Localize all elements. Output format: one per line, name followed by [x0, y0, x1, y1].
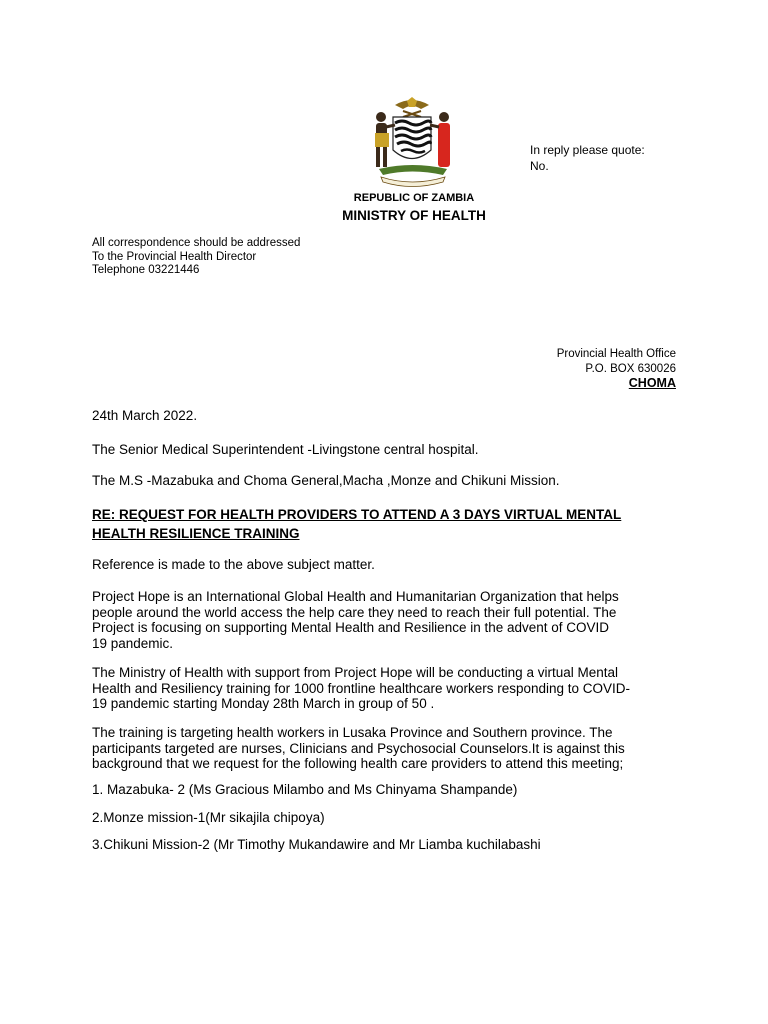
letter-date: 24th March 2022.	[92, 408, 198, 423]
paragraph-line: background that we request for the following health care providers to attend this meeting;	[92, 756, 624, 771]
list-item: 1. Mazabuka- 2 (Ms Gracious Milambo and Ms Chinyama Shampande)	[92, 782, 518, 797]
list-item: 2.Monze mission-1(Mr sikajila chipoya)	[92, 810, 325, 825]
paragraph-target	[92, 725, 678, 772]
coat-of-arms-icon	[355, 95, 470, 187]
correspondence-line: All correspondence should be addressed	[92, 237, 301, 249]
paragraph-line: 19 pandemic starting Monday 28th March in group of 50 .	[92, 696, 435, 711]
subject-line: RE: REQUEST FOR HEALTH PROVIDERS TO ATTEND A 3 DAYS VIRTUAL MENTAL	[92, 507, 622, 522]
subject-line: HEALTH RESILIENCE TRAINING	[92, 526, 300, 541]
paragraph-training	[92, 665, 678, 712]
recipient-line: The M.S -Mazabuka and Choma General,Macha ,Monze and Chikuni Mission.	[92, 473, 560, 488]
paragraph-line: people around the world access the help care they need to reach their full potential. The	[92, 604, 617, 620]
paragraph-line: Project is focusing on supporting Mental Health and Resilience in the advent of COVID	[92, 620, 610, 635]
correspondence-block	[92, 237, 300, 278]
ministry-heading: MINISTRY OF HEALTH	[342, 208, 486, 223]
reference-line: Reference is made to the above subject matter.	[92, 557, 375, 572]
recipient-line: The Senior Medical Superintendent -Livingstone central hospital.	[92, 442, 479, 457]
reply-quote-block	[530, 142, 645, 174]
office-name: Provincial Health Office	[556, 348, 676, 360]
paragraph-line: The Ministry of Health with support from Project Hope will be conducting a virtual Mental	[92, 665, 618, 680]
correspondence-line: To the Provincial Health Director	[92, 250, 257, 263]
paragraph-line: participants targeted are nurses, Clinicians and Psychosocial Counselors.It is against this	[92, 740, 625, 756]
paragraph-line: Project Hope is an International Global Health and Humanitarian Organization that helps	[92, 589, 619, 604]
po-box: P.O. BOX 630026	[585, 362, 676, 375]
telephone-line: Telephone 03221446	[92, 264, 200, 276]
paragraph-line: 19 pandemic.	[92, 635, 174, 651]
republic-heading: REPUBLIC OF ZAMBIA	[353, 192, 475, 204]
reply-quote-label: In reply please quote:	[530, 143, 645, 157]
reply-number-label: No.	[530, 159, 549, 173]
office-address	[557, 347, 676, 391]
paragraph-project-hope	[92, 589, 678, 651]
paragraph-line: The training is targeting health workers in Lusaka Province and Southern province. The	[92, 725, 613, 740]
list-item: 3.Chikuni Mission-2 (Mr Timothy Mukandawire and Mr Liamba kuchilabashi	[92, 837, 541, 852]
coat-of-arms-emblem	[355, 95, 470, 187]
subject-heading	[92, 505, 678, 543]
office-town: CHOMA	[628, 376, 676, 390]
paragraph-line: Health and Resiliency training for 1000 frontline healthcare workers responding to COVID-	[92, 680, 631, 696]
